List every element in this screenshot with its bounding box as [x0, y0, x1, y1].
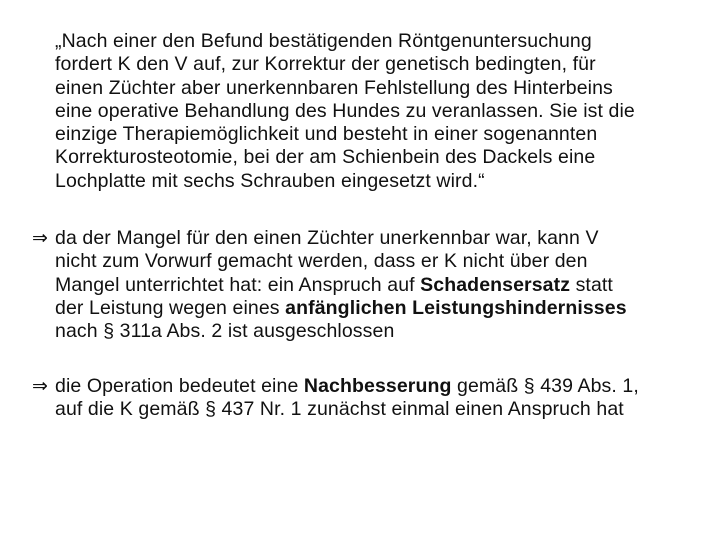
bullet-text: da der Mangel für den einen Züchter unerkennbar war, kann V nicht zum Vorwurf gemacht werden, dass er K nicht über den Mangel unterrichtet hat: ein Anspruch auf Schadensersatz statt der Leistung wegen eines anfänglichen Leistungshindernisses nach § 311a Abs. 2 ist ausgeschlossen	[55, 227, 627, 343]
quote-line: eine operative Behandlung des Hundes zu veranlassen. Sie ist die	[55, 99, 635, 122]
quote-paragraph	[55, 30, 705, 193]
quote-line: Korrekturosteotomie, bei der am Schienbein des Dackels eine	[55, 146, 596, 169]
quote-line: einen Züchter aber unerkennbaren Fehlstellung des Hinterbeins	[55, 76, 613, 99]
bullet-item-damages	[32, 227, 712, 343]
emphasis-schadensersatz: Schadensersatz	[420, 273, 571, 296]
implies-arrow-icon: ⇒	[32, 227, 49, 249]
emphasis-nachbesserung: Nachbesserung	[303, 375, 452, 397]
quote-line: Lochplatte mit sechs Schrauben eingesetzt wird.“	[55, 169, 485, 192]
implies-arrow-icon: ⇒	[32, 375, 49, 397]
quote-line: „Nach einer den Befund bestätigenden Röntgenuntersuchung	[55, 30, 592, 52]
bullet-item-repair	[32, 375, 712, 422]
quote-line: fordert K den V auf, zur Korrektur der genetisch bedingten, für	[55, 53, 596, 76]
emphasis-leistungshindernis: anfänglichen Leistungshindernisses	[285, 296, 627, 319]
bullet-text: die Operation bedeutet eine Nachbesserung gemäß § 439 Abs. 1, auf die K gemäß § 437 Nr. 1 zunächst einmal einen Anspruch hat	[55, 375, 639, 421]
quote-line: einzige Therapiemöglichkeit und besteht in einer sogenannten	[55, 123, 598, 146]
